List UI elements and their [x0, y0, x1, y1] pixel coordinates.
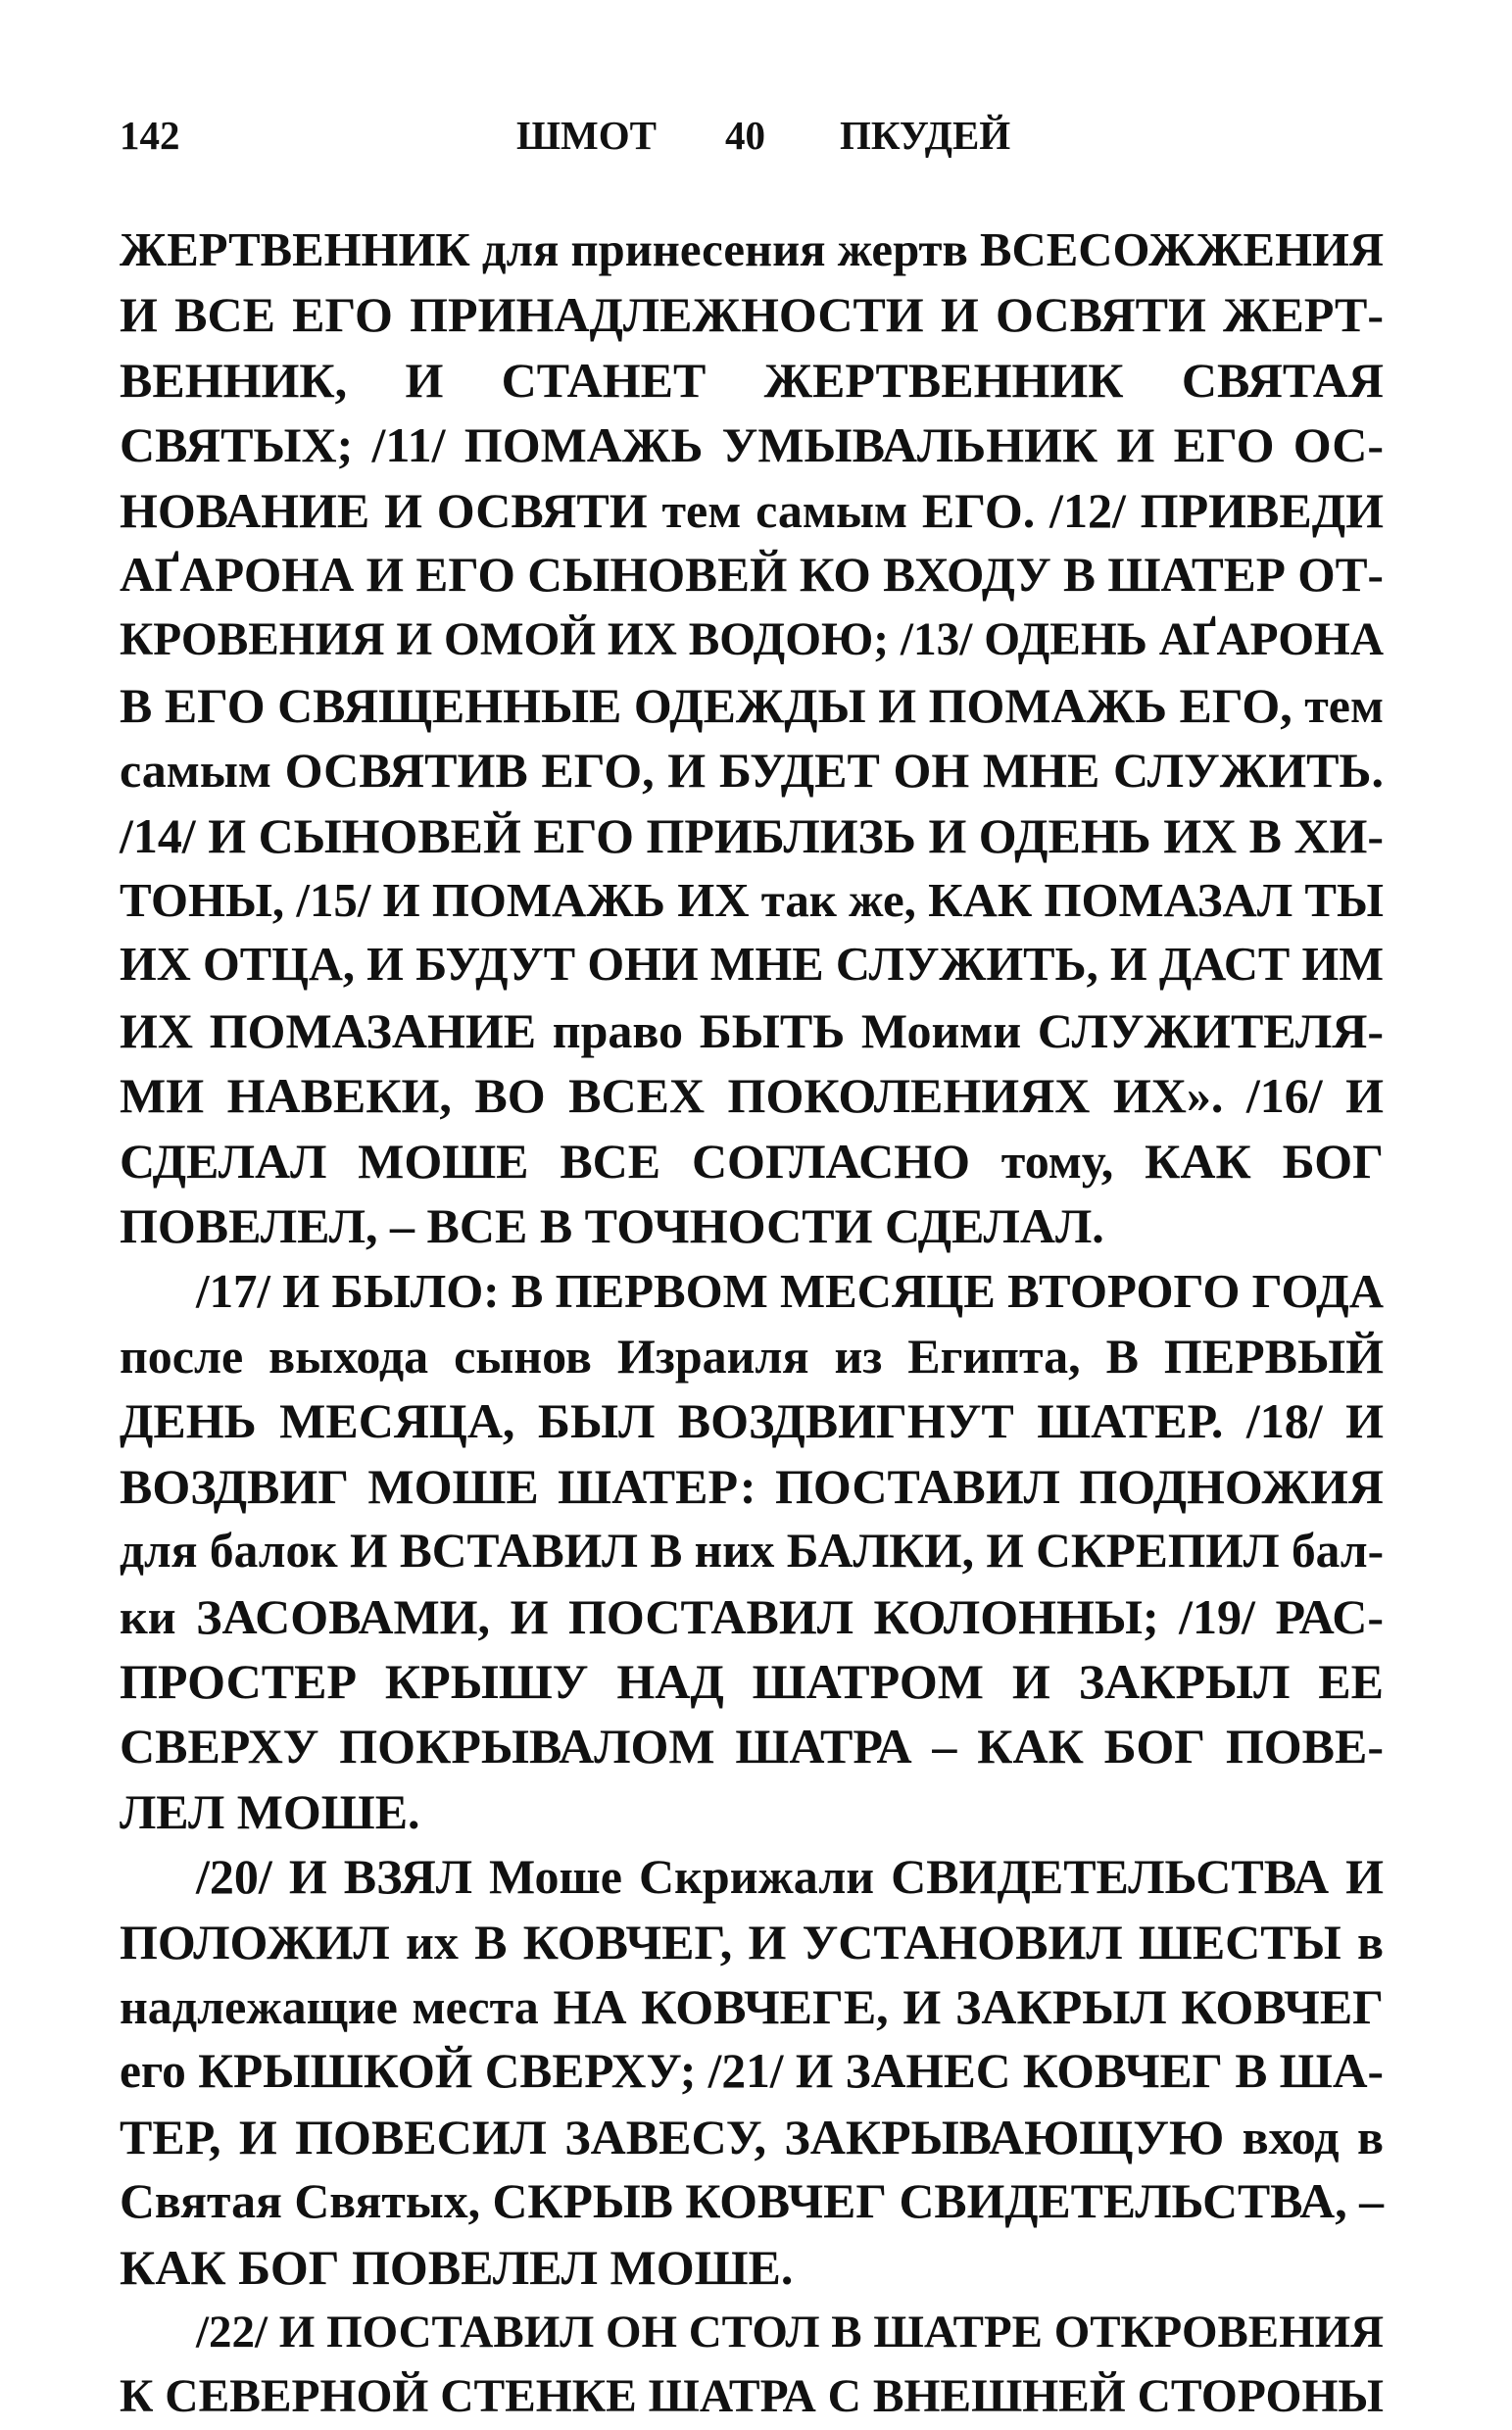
- text-line: В ЕГО СВЯЩЕННЫЕ ОДЕЖДЫ И ПОМАЖЬ ЕГО, тем: [120, 677, 1384, 733]
- text-line: Святая Святых, СКРЫВ КОВЧЕГ СВИДЕТЕЛЬСТВА, –: [120, 2174, 1384, 2229]
- text-line: его КРЫШКОЙ СВЕРХУ; /21/ И ЗАНЕС КОВЧЕГ В ША-: [120, 2044, 1384, 2099]
- text-line: КАК БОГ ПОВЕЛЕЛ МОШЕ.: [120, 2239, 794, 2295]
- text-line: ки ЗАСОВАМИ, И ПОСТАВИЛ КОЛОННЫ; /19/ РАС-: [120, 1588, 1384, 1644]
- text-line: ПОЛОЖИЛ их В КОВЧЕГ, И УСТАНОВИЛ ШЕСТЫ в: [120, 1914, 1384, 1969]
- text-line: НОВАНИЕ И ОСВЯТИ тем самым ЕГО. /12/ ПРИВЕДИ: [120, 482, 1384, 538]
- text-line: /22/ И ПОСТАВИЛ ОН СТОЛ В ШАТРЕ ОТКРОВЕНИЯ: [196, 2307, 1384, 2357]
- text-line: ТОНЫ, /15/ И ПОМАЖЬ ИХ так же, КАК ПОМАЗАЛ ТЫ: [120, 873, 1384, 928]
- book-title: ШМОТ: [516, 113, 657, 158]
- text-line: ЛЕЛ МОШЕ.: [120, 1783, 420, 1839]
- running-header: [120, 106, 1393, 165]
- text-line: ПОВЕЛЕЛ, – ВСЕ В ТОЧНОСТИ СДЕЛАЛ.: [120, 1198, 1104, 1254]
- text-line: надлежащие места НА КОВЧЕГЕ, И ЗАКРЫЛ КОВЧЕГ: [120, 1978, 1384, 2034]
- portion-title: ПКУДЕЙ: [840, 113, 1011, 158]
- text-line: ВЕННИК, И СТАНЕТ ЖЕРТВЕННИК СВЯТАЯ: [120, 352, 1384, 408]
- page-number: 142: [120, 113, 180, 158]
- text-line: ПРОСТЕР КРЫШУ НАД ШАТРОМ И ЗАКРЫЛ ЕЕ: [120, 1653, 1384, 1709]
- text-line: АҐАРОНА И ЕГО СЫНОВЕЙ КО ВХОДУ В ШАТЕР ОТ-: [120, 548, 1384, 603]
- text-line: самым ОСВЯТИВ ЕГО, И БУДЕТ ОН МНЕ СЛУЖИТЬ.: [120, 743, 1384, 799]
- text-line: ДЕНЬ МЕСЯЦА, БЫЛ ВОЗДВИГНУТ ШАТЕР. /18/ И: [120, 1393, 1384, 1449]
- text-line: ТЕР, И ПОВЕСИЛ ЗАВЕСУ, ЗАКРЫВАЮЩУЮ вход в: [120, 2109, 1384, 2164]
- text-line: /14/ И СЫНОВЕЙ ЕГО ПРИБЛИЗЬ И ОДЕНЬ ИХ В ХИ-: [120, 807, 1384, 863]
- text-line: И ВСЕ ЕГО ПРИНАДЛЕЖНОСТИ И ОСВЯТИ ЖЕРТ-: [120, 287, 1384, 343]
- text-line: после выхода сынов Израиля из Египта, В ПЕРВЫЙ: [120, 1328, 1384, 1384]
- text-line: МИ НАВЕКИ, ВО ВСЕХ ПОКОЛЕНИЯХ ИХ». /16/ И: [120, 1068, 1384, 1124]
- text-line: СДЕЛАЛ МОШЕ ВСЕ СОГЛАСНО тому, КАК БОГ: [120, 1133, 1384, 1189]
- text-line: /17/ И БЫЛО: В ПЕРВОМ МЕСЯЦЕ ВТОРОГО ГОДА: [196, 1263, 1384, 1318]
- text-line: КРОВЕНИЯ И ОМОЙ ИХ ВОДОЮ; /13/ ОДЕНЬ АҐАРОНА: [120, 614, 1384, 666]
- text-line: ВОЗДВИГ МОШЕ ШАТЕР: ПОСТАВИЛ ПОДНОЖИЯ: [120, 1458, 1384, 1514]
- text-line: СВЯТЫХ; /11/ ПОМАЖЬ УМЫВАЛЬНИК И ЕГО ОС-: [120, 417, 1384, 473]
- text-line: для балок И ВСТАВИЛ В них БАЛКИ, И СКРЕПИЛ бал-: [120, 1524, 1385, 1579]
- text-line: СВЕРХУ ПОКРЫВАЛОМ ШАТРА – КАК БОГ ПОВЕ-: [120, 1719, 1384, 1774]
- text-line: К СЕВЕРНОЙ СТЕНКЕ ШАТРА С ВНЕШНЕЙ СТОРОНЫ: [120, 2371, 1384, 2423]
- text-line: ЖЕРТВЕННИК для принесения жертв ВСЕСОЖЖЕНИЯ: [120, 223, 1385, 276]
- text-line: ИХ ПОМАЗАНИЕ право БЫТЬ Моими СЛУЖИТЕЛЯ-: [120, 1002, 1384, 1058]
- text-line: /20/ И ВЗЯЛ Моше Скрижали СВИДЕТЕЛЬСТВА И: [196, 1849, 1384, 1905]
- text-line: ИХ ОТЦА, И БУДУТ ОНИ МНЕ СЛУЖИТЬ, И ДАСТ ИМ: [120, 939, 1384, 992]
- chapter-number: 40: [725, 113, 765, 158]
- body-text: [120, 218, 1384, 2430]
